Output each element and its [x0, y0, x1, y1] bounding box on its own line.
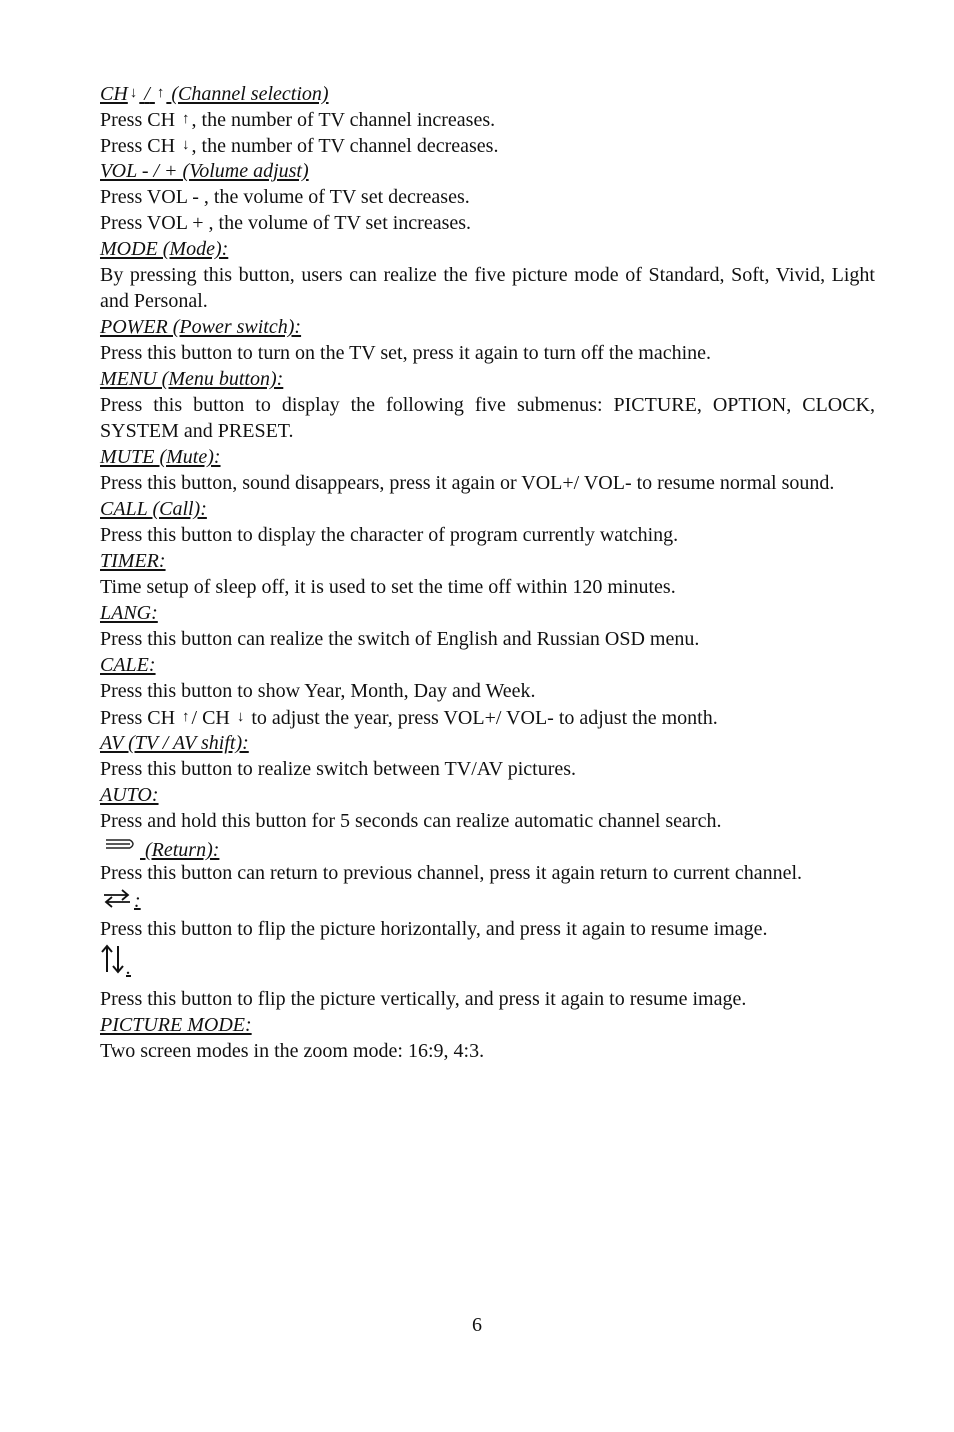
ch-line2-suffix: , the number of TV channel decreases.	[191, 135, 499, 157]
ch-heading-suffix: (Channel selection)	[171, 83, 329, 105]
cale-line1: Press this button to show Year, Month, Day and Week.	[100, 680, 536, 702]
vertical-flip-icon	[100, 957, 126, 979]
page-number: 6	[472, 1314, 482, 1336]
call-body: Press this button to display the character of program currently watching.	[100, 524, 679, 546]
vflip-heading-dot: .	[126, 957, 131, 979]
up-arrow-icon: ↑	[182, 709, 190, 725]
hflip-body: Press this button to flip the picture horizontally, and press it again to resume image.	[100, 918, 768, 940]
mode-heading: MODE (Mode):	[100, 238, 229, 260]
cale-line2-b: / CH	[191, 707, 230, 729]
ch-line1-prefix: Press CH	[100, 109, 176, 131]
call-heading: CALL (Call):	[100, 498, 207, 520]
ch-heading-prefix: CH	[100, 83, 128, 105]
mute-heading: MUTE (Mute):	[100, 446, 221, 468]
picture-mode-body: Two screen modes in the zoom mode: 16:9, 4:3.	[100, 1040, 485, 1062]
vflip-heading	[100, 942, 875, 986]
menu-heading: MENU (Menu button):	[100, 368, 284, 390]
menu-body: Press this button to display the following five submenus: PICTURE, OPTION, CLOCK, SYSTEM and PRESET.	[100, 394, 875, 442]
vol-line-increase: Press VOL + , the volume of TV set increases.	[100, 212, 472, 234]
power-heading: POWER (Power switch):	[100, 316, 302, 338]
down-arrow-icon: ↓	[236, 709, 245, 725]
up-arrow-icon: ↑	[182, 111, 190, 127]
timer-heading: TIMER:	[100, 550, 166, 572]
cale-heading: CALE:	[100, 654, 156, 676]
vflip-body: Press this button to flip the picture vertically, and press it again to resume image.	[100, 988, 747, 1010]
mute-body: Press this button, sound disappears, press it again or VOL+/ VOL- to resume normal sound.	[100, 472, 835, 494]
timer-body: Time setup of sleep off, it is used to set the time off within 120 minutes.	[100, 576, 676, 598]
ch-line1-suffix: , the number of TV channel increases.	[191, 109, 496, 131]
down-arrow-icon: ↓	[129, 85, 138, 101]
picture-mode-heading: PICTURE MODE:	[100, 1014, 252, 1036]
av-heading: AV (TV / AV shift):	[100, 732, 249, 754]
lang-heading: LANG:	[100, 602, 158, 624]
av-body: Press this button to realize switch between TV/AV pictures.	[100, 758, 577, 780]
manual-page	[100, 80, 875, 1064]
auto-heading: AUTO:	[100, 784, 159, 806]
cale-line2-c: to adjust the year, press VOL+/ VOL- to adjust the month.	[251, 707, 718, 729]
auto-body: Press and hold this button for 5 seconds can realize automatic channel search.	[100, 810, 722, 832]
power-body: Press this button to turn on the TV set, press it again to turn off the machine.	[100, 342, 712, 364]
lang-body: Press this button can realize the switch of English and Russian OSD menu.	[100, 628, 700, 650]
cale-line2	[100, 704, 875, 730]
vol-heading: VOL - / + (Volume adjust)	[100, 160, 309, 182]
horizontal-flip-icon	[100, 890, 134, 912]
return-icon	[100, 839, 140, 861]
mode-body: By pressing this button, users can realize the five picture mode of Standard, Soft, Vivid, Light and Personal.	[100, 264, 875, 312]
ch-heading	[100, 80, 875, 106]
return-body: Press this button can return to previous channel, press it again return to current channel.	[100, 862, 803, 884]
ch-heading-separator: /	[144, 83, 150, 105]
return-heading	[100, 834, 875, 860]
hflip-heading-colon: :	[134, 890, 141, 912]
return-heading-text: (Return):	[145, 839, 220, 861]
ch-line2-prefix: Press CH	[100, 135, 176, 157]
ch-line-increase	[100, 106, 875, 132]
cale-line2-a: Press CH	[100, 707, 176, 729]
vol-line-decrease: Press VOL - , the volume of TV set decreases.	[100, 186, 470, 208]
down-arrow-icon: ↓	[182, 137, 190, 153]
hflip-heading	[100, 886, 875, 916]
ch-line-decrease	[100, 132, 875, 158]
up-arrow-icon: ↑	[156, 85, 165, 101]
